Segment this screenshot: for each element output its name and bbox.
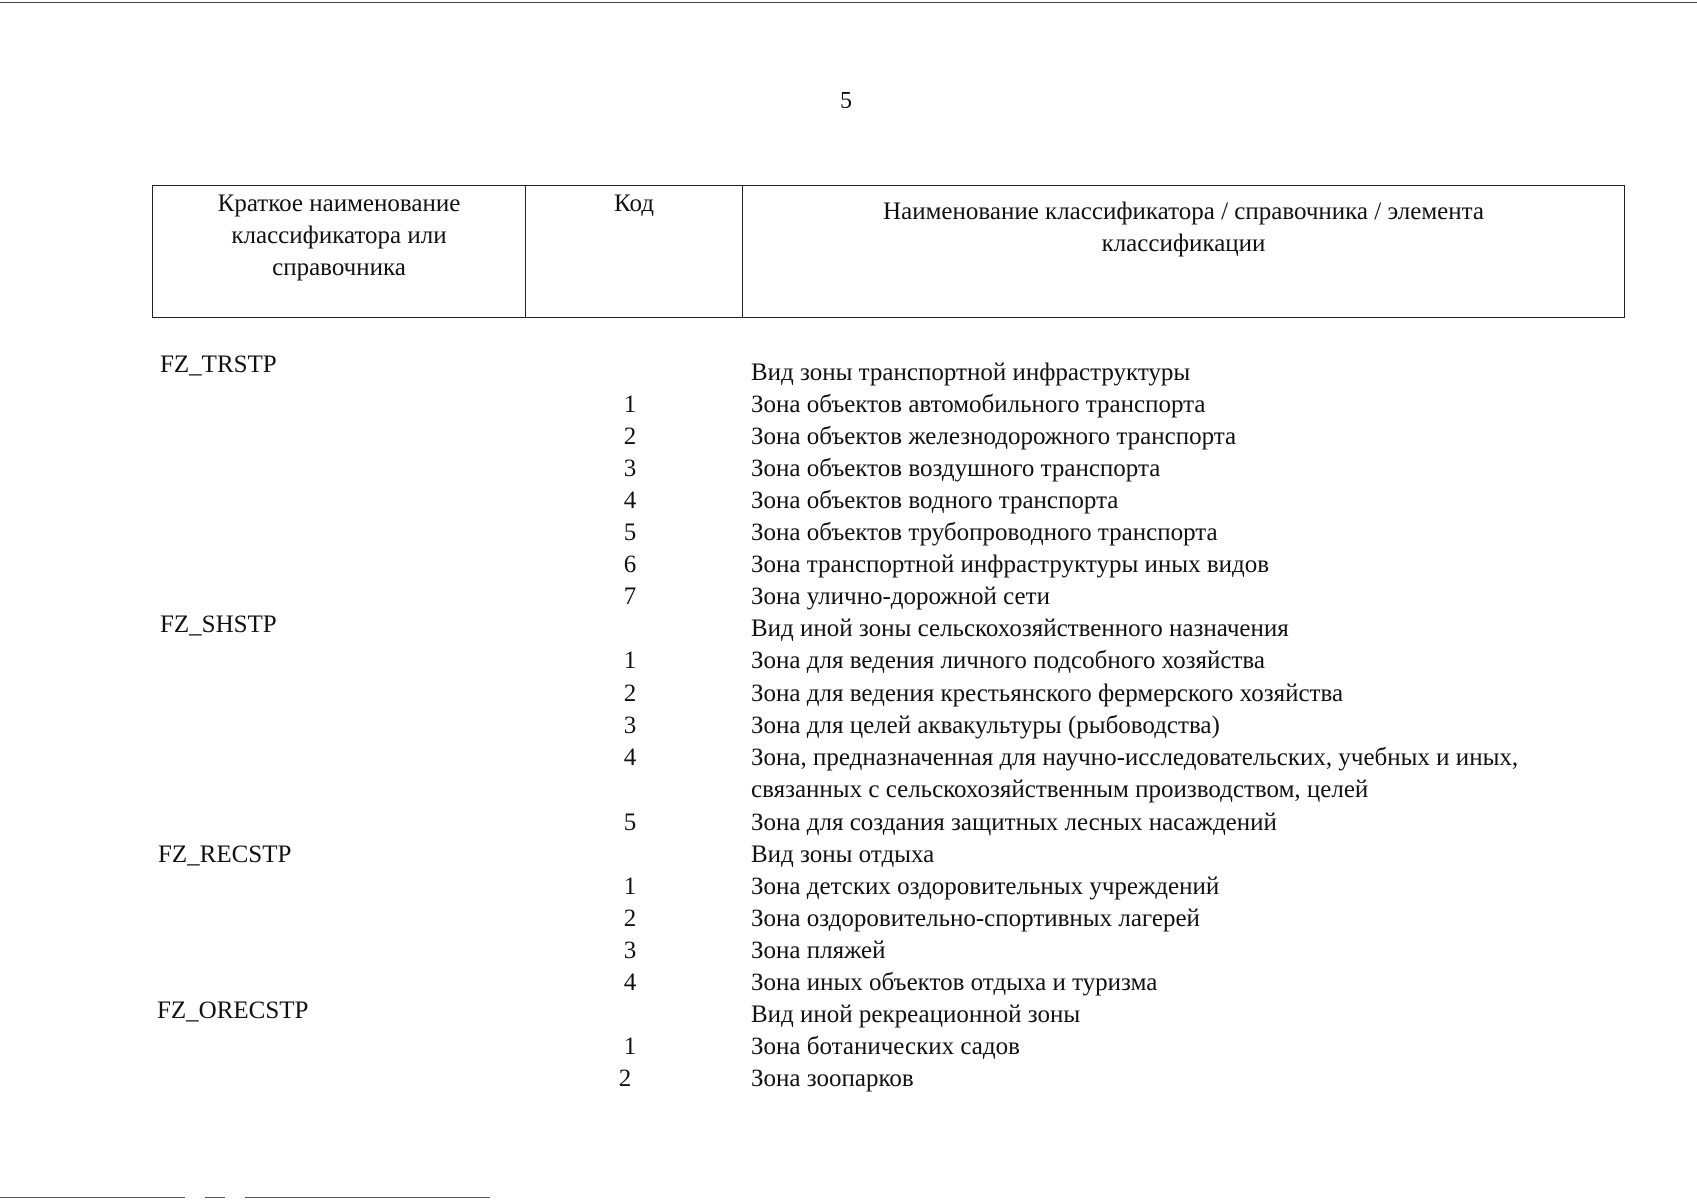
list-item <box>0 549 1697 581</box>
bottom-border-line <box>205 1197 225 1198</box>
group-title-row <box>0 351 1697 389</box>
item-name: Зона для создания защитных лесных насаждений <box>751 809 1277 836</box>
list-item <box>0 871 1697 903</box>
header-short-name-line: справочника <box>272 254 406 281</box>
list-item <box>0 517 1697 549</box>
group-abbr: FZ_TRSTP <box>160 351 277 378</box>
group-title: Вид зоны отдыха <box>751 841 935 868</box>
list-item <box>0 421 1697 453</box>
list-item <box>0 453 1697 485</box>
item-code: 2 <box>623 905 637 932</box>
item-code: 2 <box>623 680 637 707</box>
item-name: Зона детских оздоровительных учреждений <box>751 873 1220 900</box>
item-name: Зона оздоровительно-спортивных лагерей <box>751 905 1200 932</box>
item-name: Зона объектов трубопроводного транспорта <box>751 519 1218 546</box>
item-code: 4 <box>623 487 637 514</box>
group-abbr: FZ_SHSTP <box>160 611 277 638</box>
page-number: 5 <box>840 88 852 114</box>
item-name: Зона пляжей <box>751 937 886 964</box>
item-name: Зона транспортной инфраструктуры иных видов <box>751 551 1270 578</box>
item-code: 1 <box>623 647 637 674</box>
list-item <box>0 389 1697 421</box>
item-name: Зона ботанических садов <box>751 1033 1020 1060</box>
item-code: 5 <box>623 809 637 836</box>
item-name: Зона для целей аквакультуры (рыбоводства) <box>751 712 1220 739</box>
item-name: Зона улично-дорожной сети <box>751 583 1050 610</box>
list-item <box>0 645 1697 677</box>
item-name: Зона объектов водного транспорта <box>751 487 1119 514</box>
item-code: 3 <box>623 712 637 739</box>
group-title: Вид иной зоны сельскохозяйственного назначения <box>751 615 1289 642</box>
item-name: Зона зоопарков <box>751 1065 914 1092</box>
header-short-name-line: классификатора или <box>231 222 447 249</box>
list-item <box>0 742 1697 806</box>
group-title-row <box>0 999 1697 1031</box>
item-code: 4 <box>623 744 637 771</box>
group-title-row <box>0 839 1697 871</box>
item-name: Зона иных объектов отдыха и туризма <box>751 969 1158 996</box>
list-item <box>0 935 1697 967</box>
list-item <box>0 903 1697 935</box>
bottom-border-line <box>245 1197 490 1198</box>
item-code: 3 <box>623 937 637 964</box>
item-code: 2 <box>623 423 637 450</box>
list-item <box>0 1031 1697 1063</box>
group-title: Вид зоны транспортной инфраструктуры <box>751 359 1191 386</box>
item-name: Зона объектов автомобильного транспорта <box>751 391 1206 418</box>
group-title: Вид иной рекреационной зоны <box>751 1001 1081 1028</box>
header-full-name-line: классификации <box>1101 230 1266 257</box>
list-item <box>0 1063 1697 1095</box>
item-name: Зона для ведения крестьянского фермерского хозяйства <box>751 680 1344 707</box>
group-abbr: FZ_RECSTP <box>158 841 292 868</box>
header-full-name-line: Наименование классификатора / справочника / элемента <box>883 198 1484 225</box>
item-name: Зона объектов воздушного транспорта <box>751 455 1161 482</box>
item-code: 3 <box>623 455 637 482</box>
item-code: 1 <box>623 391 637 418</box>
item-name: Зона объектов железнодорожного транспорта <box>751 423 1237 450</box>
list-item <box>0 485 1697 517</box>
header-short-name-line: Краткое наименование <box>217 190 461 217</box>
list-item <box>0 710 1697 742</box>
group-title-row <box>0 613 1697 645</box>
list-item <box>0 807 1697 839</box>
header-code-label: Код <box>614 190 654 217</box>
item-name: Зона, предназначенная для научно-исследовательских, учебных и иных, связанных с сельскохозяйственным производством, целей <box>751 744 1519 803</box>
item-code: 6 <box>623 551 637 578</box>
list-item <box>0 678 1697 710</box>
group-abbr: FZ_ORECSTP <box>157 997 309 1024</box>
item-name: Зона для ведения личного подсобного хозяйства <box>751 647 1265 674</box>
item-code: 1 <box>623 1033 637 1060</box>
item-code: 4 <box>623 969 637 996</box>
item-code: 1 <box>623 873 637 900</box>
item-code: 7 <box>623 583 637 610</box>
bottom-border-line <box>0 1197 185 1198</box>
item-code: 5 <box>623 519 637 546</box>
item-code: 2 <box>618 1065 632 1092</box>
